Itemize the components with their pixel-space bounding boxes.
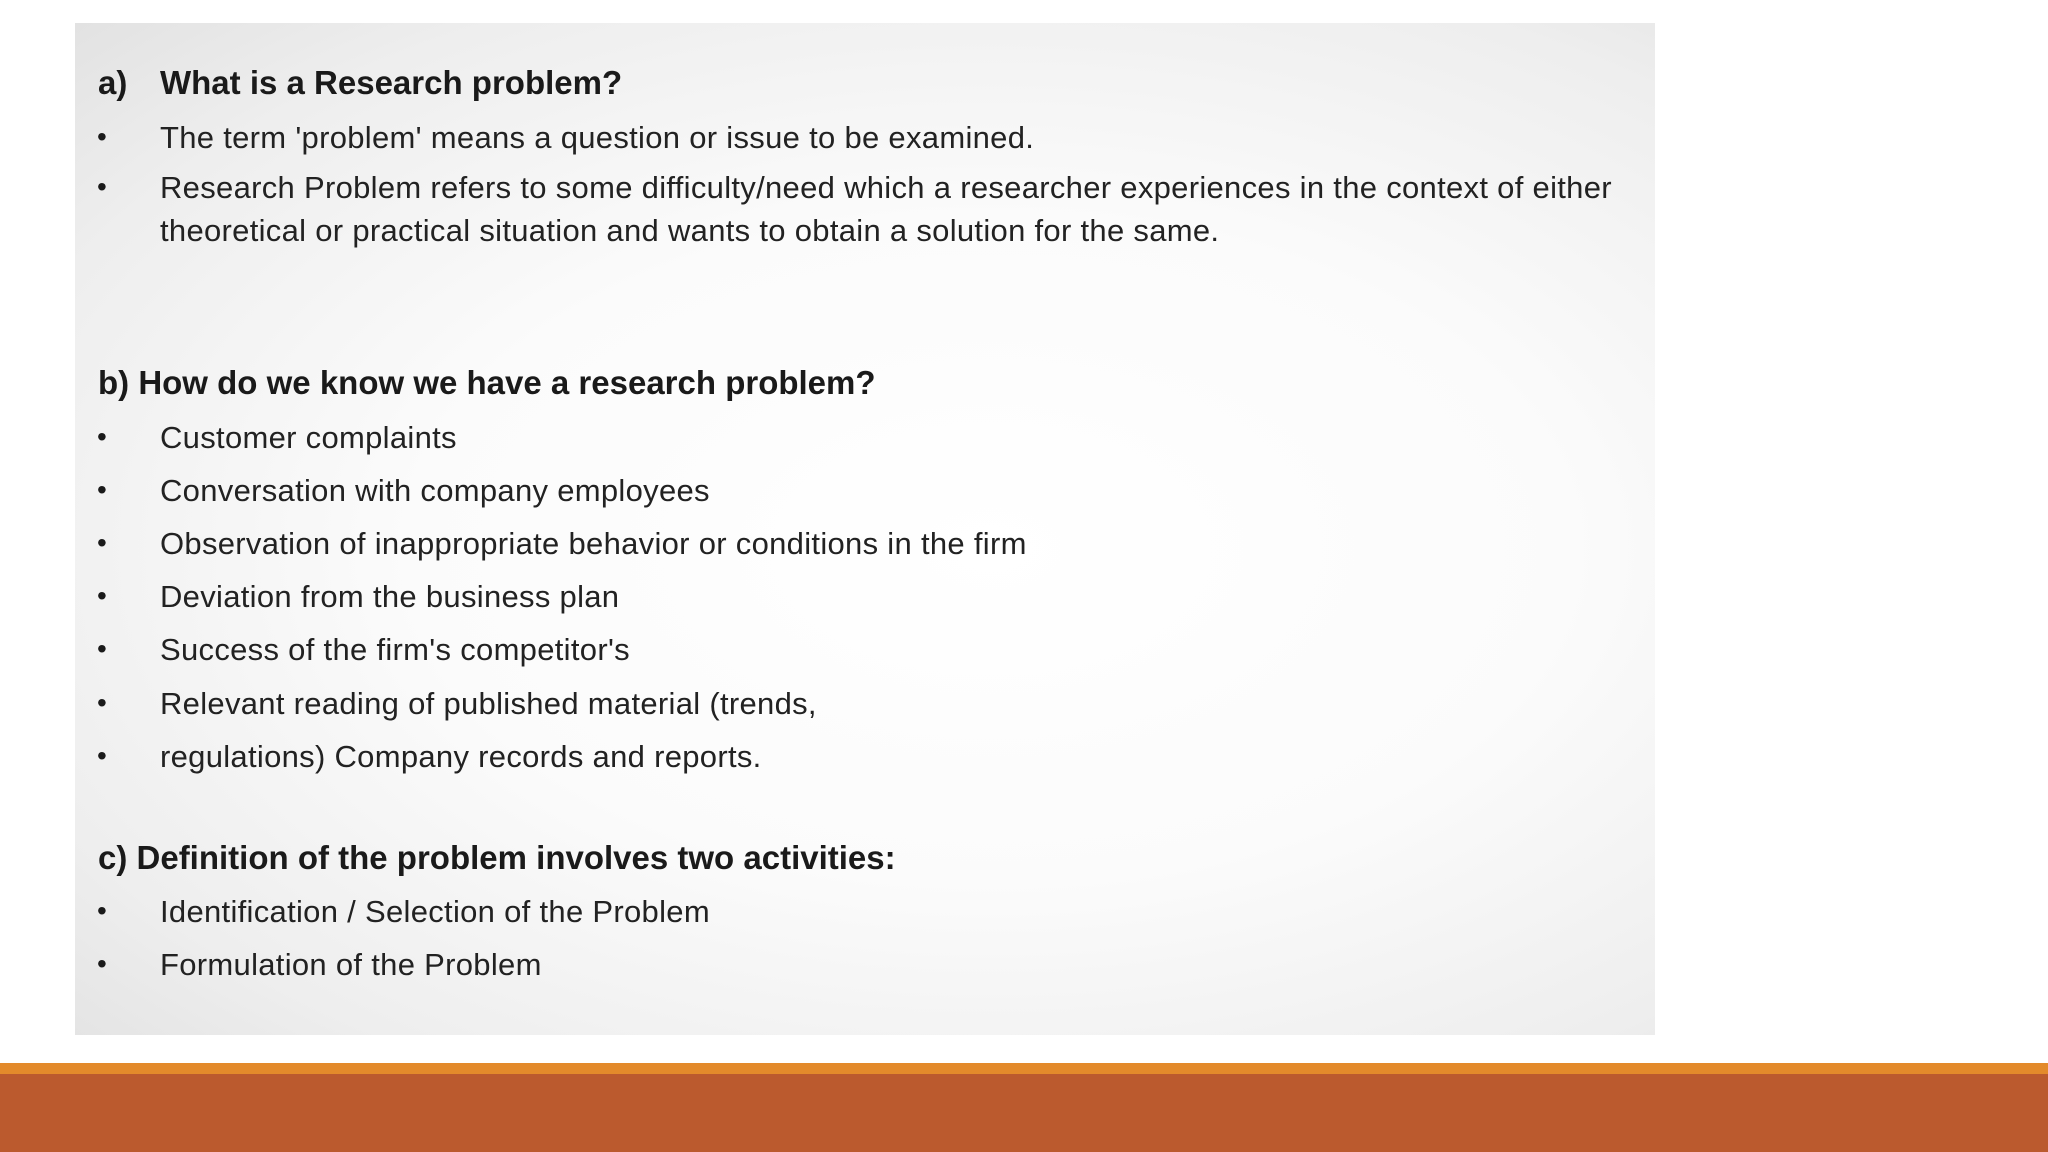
list-item-text: Formulation of the Problem [160, 947, 542, 982]
list-item-text: Success of the firm's competitor's [160, 632, 630, 667]
section-a-title: What is a Research problem? [160, 64, 623, 101]
bullet-icon: • [97, 740, 107, 771]
section-a-marker: a) [98, 64, 128, 101]
bullet-icon: • [97, 948, 107, 979]
list-item-text: The term 'problem' means a question or issue to be examined. [160, 120, 1035, 155]
bullet-icon: • [97, 687, 107, 718]
list-item-text: Identification / Selection of the Problem [160, 894, 710, 929]
footer-accent-stripe [0, 1063, 2048, 1074]
bullet-icon: • [97, 474, 107, 505]
bullet-icon: • [97, 633, 107, 664]
bullet-icon: • [97, 527, 107, 558]
bullet-icon: • [97, 895, 107, 926]
list-item-text: Observation of inappropriate behavior or conditions in the firm [160, 526, 1027, 561]
list-item-text: Relevant reading of published material (trends, [160, 686, 817, 721]
content-panel [75, 23, 1655, 1035]
list-item-text: Deviation from the business plan [160, 579, 620, 614]
footer-bar [0, 1074, 2048, 1152]
list-item-text: regulations) Company records and reports. [160, 739, 762, 774]
bullet-icon: • [97, 121, 107, 152]
section-c-heading: c) Definition of the problem involves two activities: [98, 839, 896, 876]
list-item-text: Research Problem refers to some difficulty/need which a researcher experiences in the context of either theoretical or practical situation and wants to obtain a solution for the same. [160, 170, 1612, 248]
section-a-heading [98, 63, 622, 103]
bullet-icon: • [97, 171, 107, 202]
list-item-text: Customer complaints [160, 420, 457, 455]
bullet-icon: • [97, 421, 107, 452]
section-b-heading: b) How do we know we have a research problem? [98, 364, 876, 401]
list-item-text: Conversation with company employees [160, 473, 710, 508]
bullet-icon: • [97, 580, 107, 611]
